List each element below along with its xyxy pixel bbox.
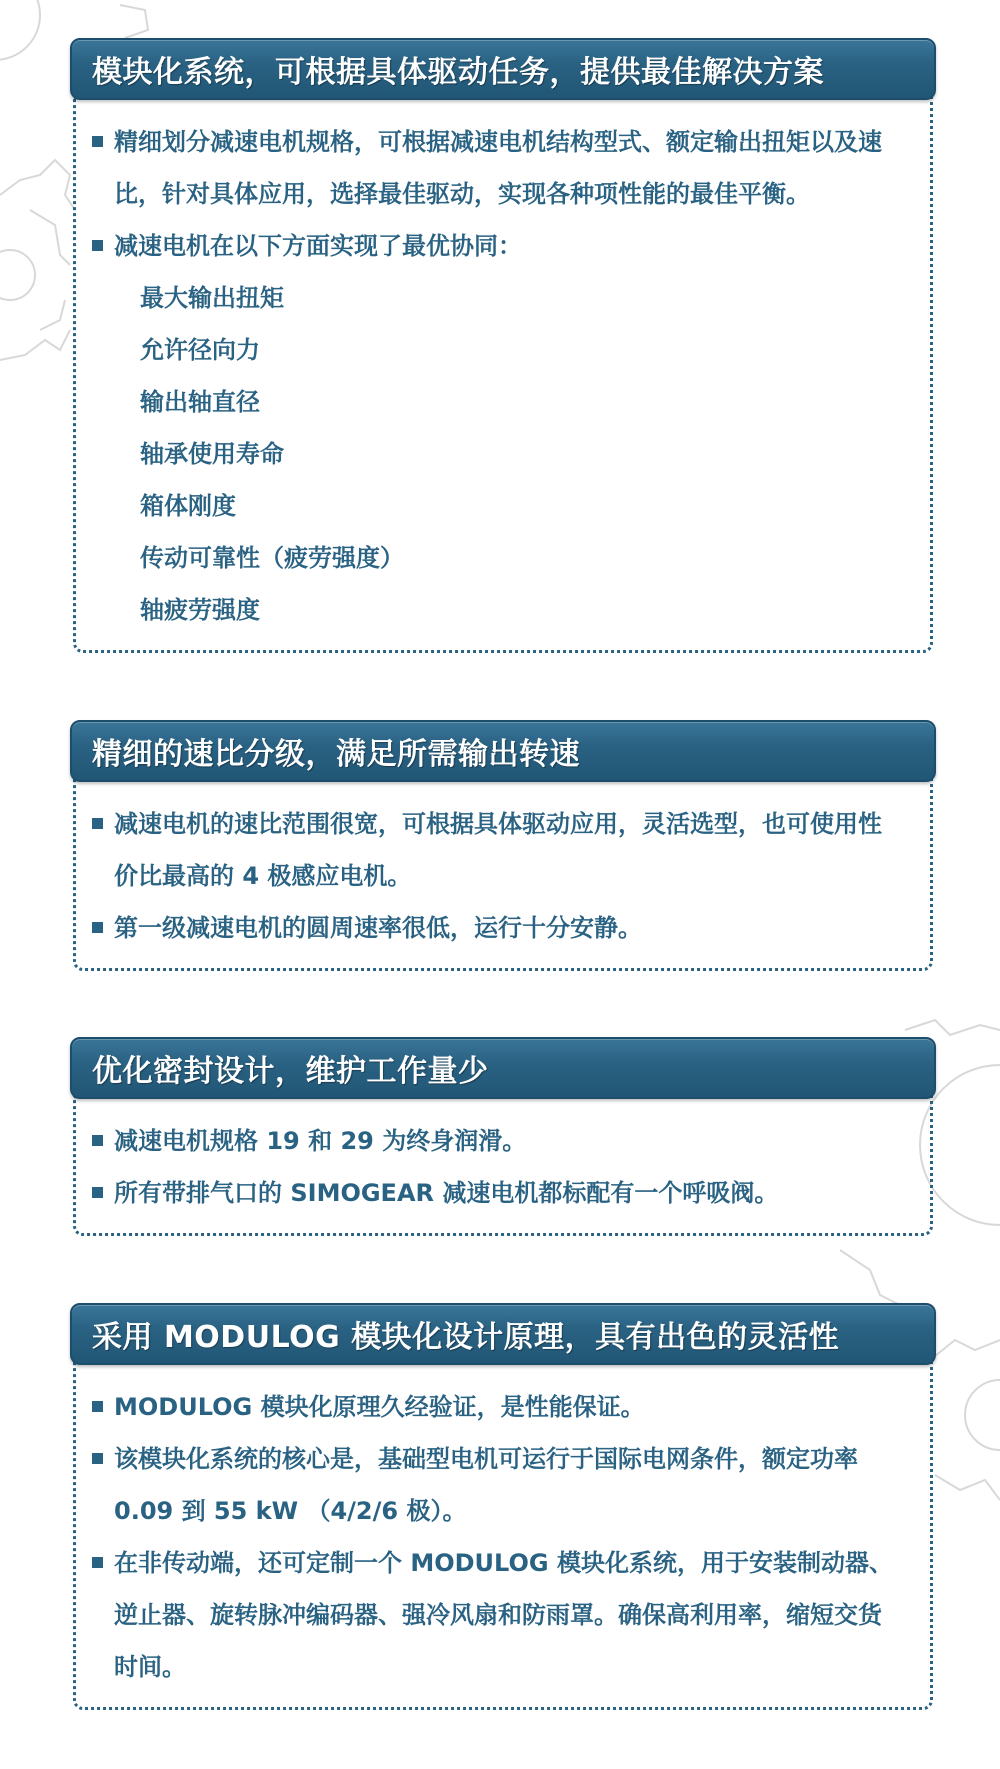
- section-header: [70, 1303, 936, 1365]
- list-item-continuation: 0.09 到 55 kW （4/2/6 极）。: [114, 1497, 467, 1525]
- sub-item: 最大输出扭矩: [140, 284, 284, 312]
- section-gear-ratio: [70, 720, 936, 971]
- gear-outline-icon: [0, 160, 75, 360]
- list-item: 减速电机在以下方面实现了最优协同：: [92, 220, 910, 272]
- square-bullet-icon: [92, 1401, 103, 1412]
- square-bullet-icon: [92, 922, 103, 933]
- sub-item: 轴疲劳强度: [140, 596, 260, 624]
- section-title: 采用 MODULOG 模块化设计原理，具有出色的灵活性: [92, 1320, 840, 1355]
- list-item: 减速电机的速比范围很宽，可根据具体驱动应用，灵活选型，也可使用性: [92, 798, 910, 850]
- section-body: [73, 1361, 933, 1710]
- square-bullet-icon: [92, 240, 103, 251]
- gear-outline-icon: [930, 1340, 1000, 1500]
- sub-item: 允许径向力: [140, 336, 260, 364]
- list-item: MODULOG 模块化原理久经验证，是性能保证。: [92, 1381, 910, 1433]
- list-item-continuation: 比，针对具体应用，选择最佳驱动，实现各种项性能的最佳平衡。: [114, 180, 810, 208]
- list-item: 减速电机规格 19 和 29 为终身润滑。: [92, 1115, 910, 1167]
- section-title: 模块化系统，可根据具体驱动任务，提供最佳解决方案: [92, 55, 824, 90]
- square-bullet-icon: [92, 818, 103, 829]
- list-item: 所有带排气口的 SIMOGEAR 减速电机都标配有一个呼吸阀。: [92, 1167, 910, 1219]
- section-seal-design: [70, 1037, 936, 1236]
- sub-item: 输出轴直径: [140, 388, 260, 416]
- section-body: [73, 778, 933, 971]
- section-modulog: [70, 1303, 936, 1710]
- section-header: [70, 38, 936, 100]
- list-item: 精细划分减速电机规格，可根据减速电机结构型式、额定输出扭矩以及速: [92, 116, 910, 168]
- section-header: [70, 1037, 936, 1099]
- list-item: 该模块化系统的核心是，基础型电机可运行于国际电网条件，额定功率: [92, 1433, 910, 1485]
- section-title: 优化密封设计，维护工作量少: [92, 1054, 489, 1089]
- square-bullet-icon: [92, 136, 103, 147]
- list-item-continuation: 逆止器、旋转脉冲编码器、强冷风扇和防雨罩。确保高利用率，缩短交货: [114, 1601, 882, 1629]
- section-body: [73, 1095, 933, 1236]
- list-item-continuation: 价比最高的 4 极感应电机。: [114, 862, 412, 890]
- sub-item: 传动可靠性（疲劳强度）: [140, 544, 404, 572]
- square-bullet-icon: [92, 1453, 103, 1464]
- square-bullet-icon: [92, 1187, 103, 1198]
- sub-item: 轴承使用寿命: [140, 440, 284, 468]
- sub-item: 箱体刚度: [140, 492, 236, 520]
- section-title: 精细的速比分级，满足所需输出转速: [92, 737, 580, 772]
- section-modular-system: [70, 38, 936, 653]
- section-header: [70, 720, 936, 782]
- square-bullet-icon: [92, 1135, 103, 1146]
- list-item: 在非传动端，还可定制一个 MODULOG 模块化系统，用于安装制动器、: [92, 1537, 910, 1589]
- section-body: [73, 96, 933, 653]
- list-item-continuation: 时间。: [114, 1653, 186, 1681]
- list-item: 第一级减速电机的圆周速率很低，运行十分安静。: [92, 902, 910, 954]
- square-bullet-icon: [92, 1557, 103, 1568]
